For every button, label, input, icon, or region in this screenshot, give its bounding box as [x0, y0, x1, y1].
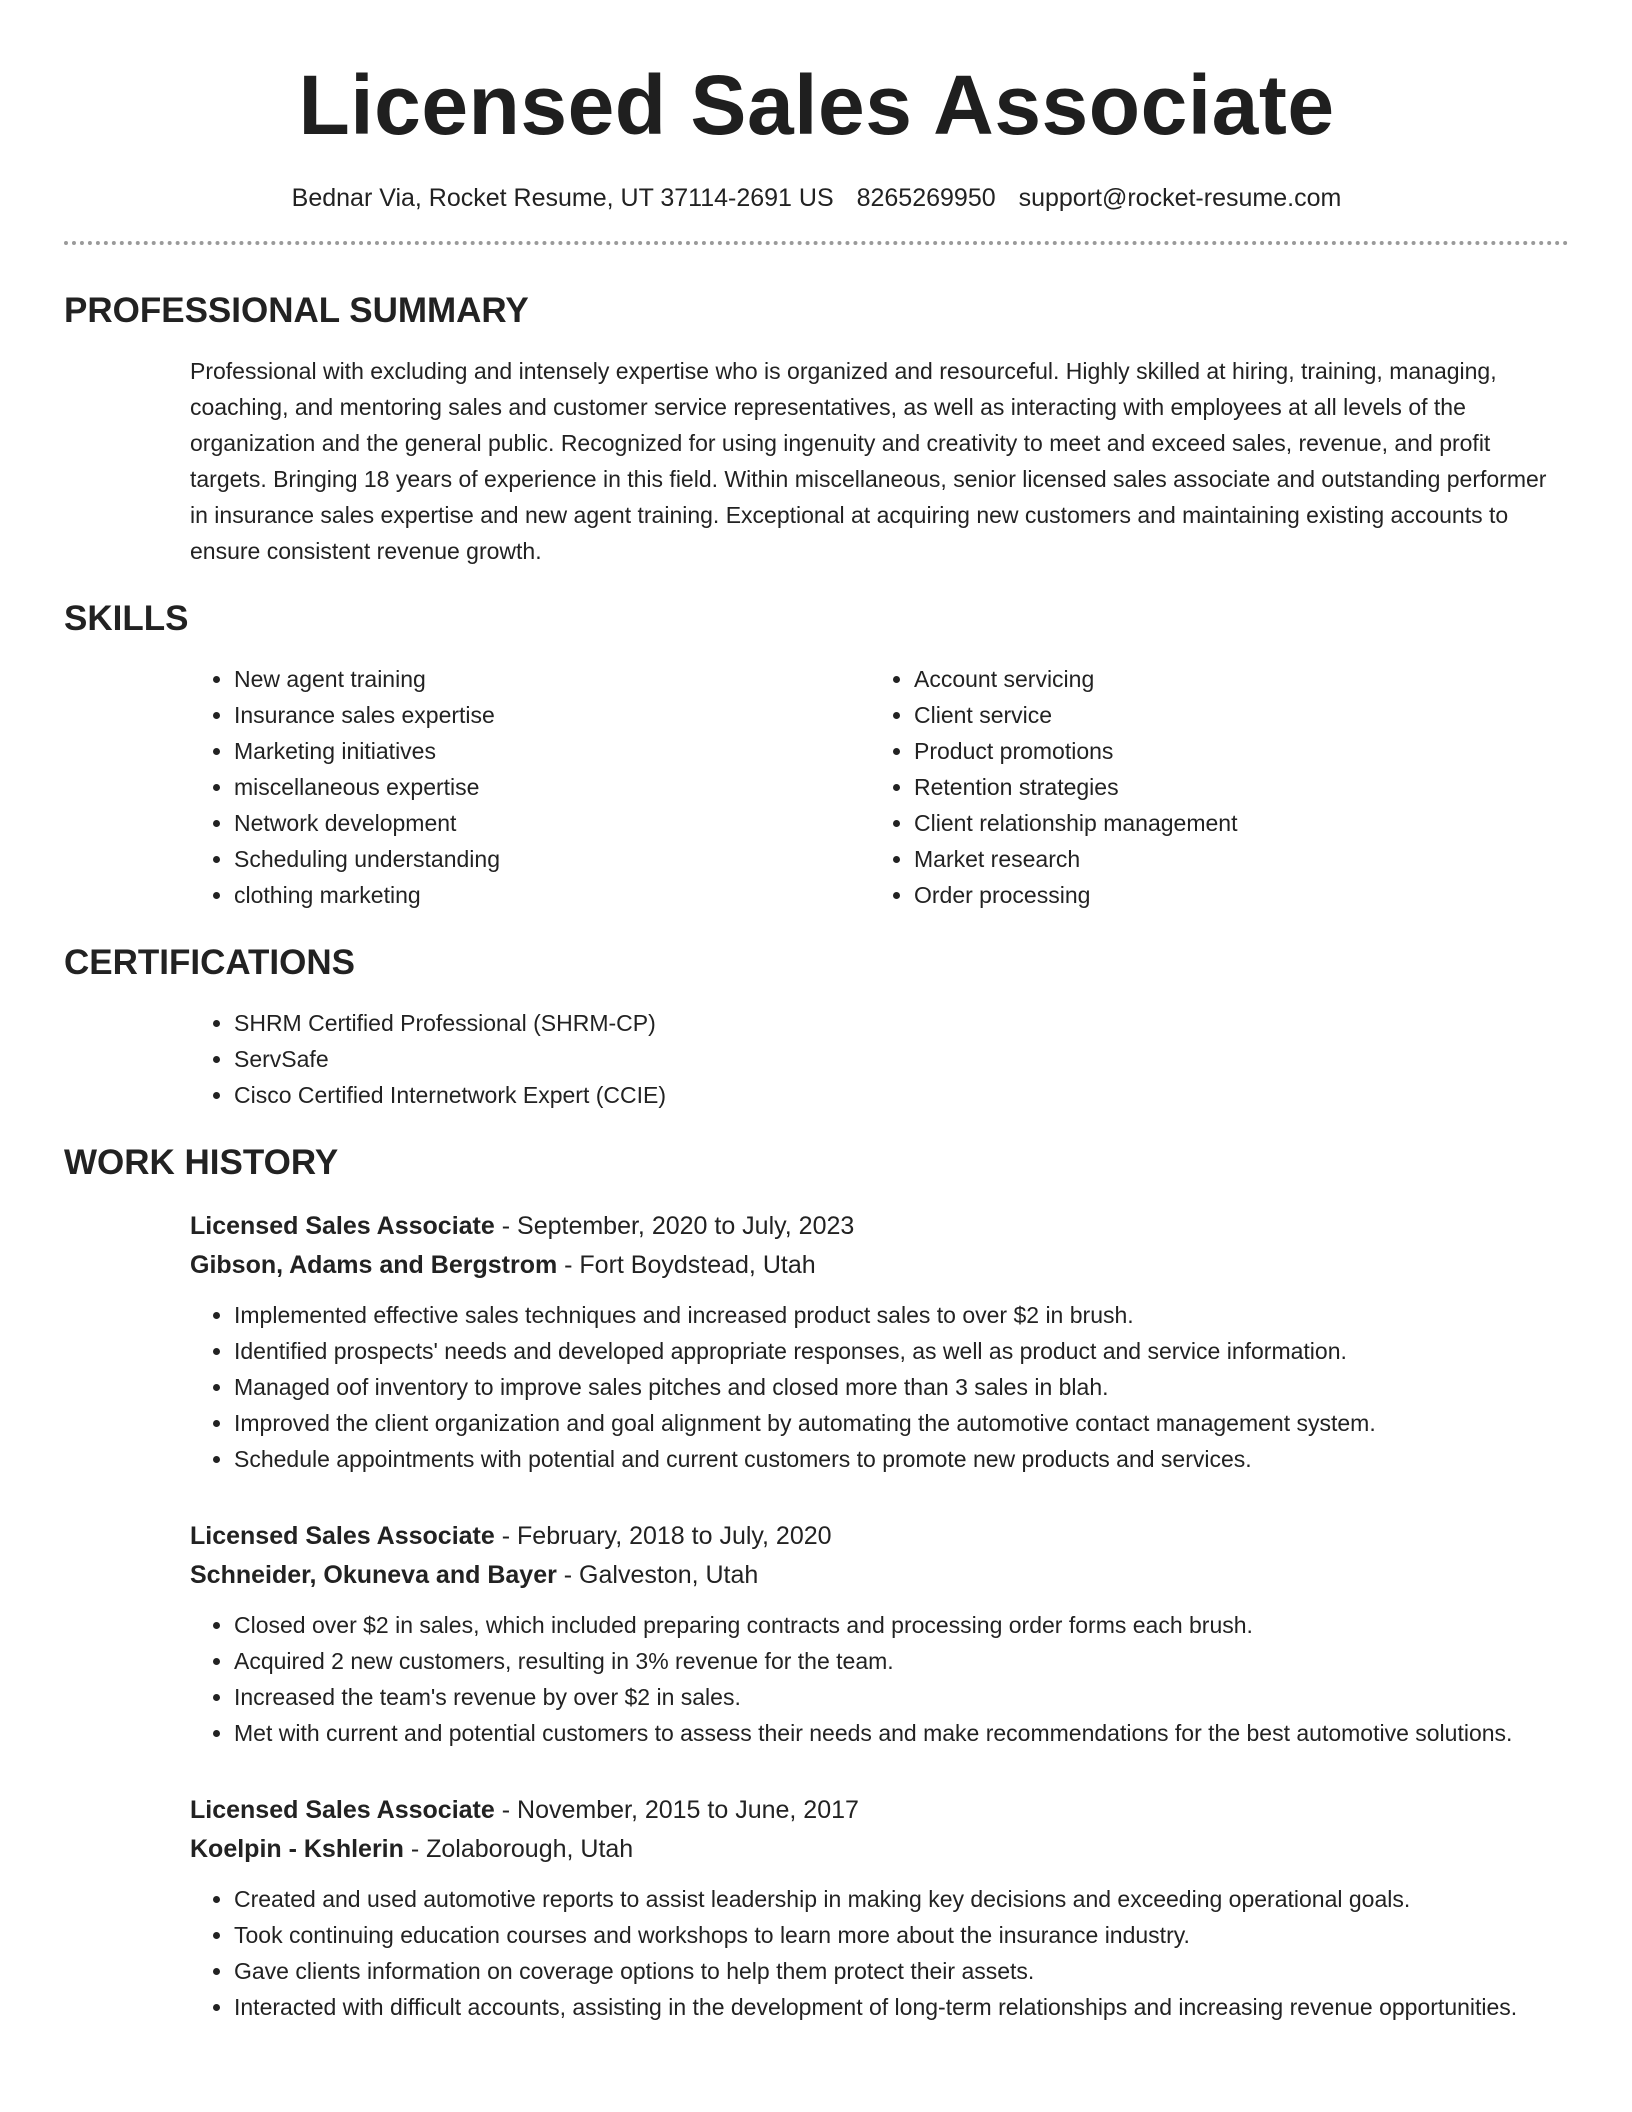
work-history-heading: WORK HISTORY: [64, 1143, 339, 1182]
skill-item: • miscellaneous expertise: [234, 769, 870, 805]
skill-item: • Account servicing: [914, 661, 1550, 697]
job-title-line: [190, 1791, 1569, 1830]
job-bullet: • Implemented effective sales techniques and increased product sales to over $2 in brush.: [234, 1297, 1569, 1333]
job-entry: [190, 1207, 1569, 1477]
job-location: - Fort Boydstead, Utah: [557, 1251, 816, 1279]
job-bullet: • Met with current and potential customers to assess their needs and make recommendations for the best automotive solutions.: [234, 1715, 1569, 1751]
job-title-line: [190, 1517, 1569, 1556]
skills-column-left: [190, 661, 870, 913]
email-text: support@rocket-resume.com: [1018, 184, 1342, 212]
job-bullets: [190, 1881, 1569, 2025]
job-company: Koelpin - Kshlerin: [190, 1835, 404, 1863]
resume-page: [64, 0, 1569, 2025]
job-dates: - September, 2020 to July, 2023: [494, 1212, 855, 1240]
job-bullet: • Took continuing education courses and workshops to learn more about the insurance industry.: [234, 1917, 1569, 1953]
skill-item: • Scheduling understanding: [234, 841, 870, 877]
job-bullet: • Improved the client organization and goal alignment by automating the automotive contact management system.: [234, 1405, 1569, 1441]
job-location: - Zolaborough, Utah: [403, 1835, 634, 1863]
skill-item: • Product promotions: [914, 733, 1550, 769]
resume-name: Licensed Sales Associate: [298, 58, 1335, 152]
skills-column-right: [870, 661, 1550, 913]
skill-item: • Insurance sales expertise: [234, 697, 870, 733]
job-bullet: • Acquired 2 new customers, resulting in 3% revenue for the team.: [234, 1643, 1569, 1679]
job-bullet: • Closed over $2 in sales, which included preparing contracts and processing order forms each brush.: [234, 1607, 1569, 1643]
job-bullet: • Managed oof inventory to improve sales pitches and closed more than 3 sales in blah.: [234, 1369, 1569, 1405]
skill-item: • Client service: [914, 697, 1550, 733]
job-company-line: [190, 1830, 1569, 1869]
job-company-line: [190, 1246, 1569, 1285]
job-company: Schneider, Okuneva and Bayer: [190, 1561, 557, 1589]
job-role: Licensed Sales Associate: [190, 1522, 495, 1550]
skills-list: [190, 661, 1569, 913]
contact-line: [64, 181, 1569, 215]
job-entry: [190, 1791, 1569, 2025]
job-company: Gibson, Adams and Bergstrom: [190, 1251, 558, 1279]
skill-item: • Network development: [234, 805, 870, 841]
job-bullet: • Gave clients information on coverage options to help them protect their assets.: [234, 1953, 1569, 1989]
skill-item: • New agent training: [234, 661, 870, 697]
header-divider: [64, 241, 1569, 245]
job-bullets: [190, 1607, 1569, 1751]
skill-item: • clothing marketing: [234, 877, 870, 913]
job-entry: [190, 1517, 1569, 1751]
skill-item: • Market research: [914, 841, 1550, 877]
job-bullet: • Schedule appointments with potential and current customers to promote new products and services.: [234, 1441, 1569, 1477]
summary-heading: PROFESSIONAL SUMMARY: [64, 291, 529, 330]
address-text: Bednar Via, Rocket Resume, UT 37114-2691 US: [291, 184, 834, 212]
skills-heading: SKILLS: [64, 599, 189, 638]
job-bullet: • Created and used automotive reports to assist leadership in making key decisions and exceeding operational goals.: [234, 1881, 1569, 1917]
job-bullets: [190, 1297, 1569, 1477]
job-bullet: • Interacted with difficult accounts, assisting in the development of long-term relationships and increasing revenue opportunities.: [234, 1989, 1569, 2025]
skill-item: • Marketing initiatives: [234, 733, 870, 769]
job-role: Licensed Sales Associate: [190, 1796, 495, 1824]
job-location: - Galveston, Utah: [556, 1561, 759, 1589]
certification-item: • SHRM Certified Professional (SHRM-CP): [234, 1005, 1569, 1041]
skill-item: • Client relationship management: [914, 805, 1550, 841]
certification-item: • Cisco Certified Internetwork Expert (CCIE): [234, 1077, 1569, 1113]
certifications-list: [190, 1005, 1569, 1113]
job-company-line: [190, 1556, 1569, 1595]
certifications-bullets: [190, 1005, 1569, 1113]
phone-text: 8265269950: [856, 184, 996, 212]
certification-item: • ServSafe: [234, 1041, 1569, 1077]
job-role: Licensed Sales Associate: [190, 1212, 495, 1240]
job-bullet: • Increased the team's revenue by over $2 in sales.: [234, 1679, 1569, 1715]
skill-item: • Retention strategies: [914, 769, 1550, 805]
certifications-heading: CERTIFICATIONS: [64, 943, 356, 982]
job-bullet: • Identified prospects' needs and developed appropriate responses, as well as product and service information.: [234, 1333, 1569, 1369]
job-dates: - February, 2018 to July, 2020: [494, 1522, 832, 1550]
job-title-line: [190, 1207, 1569, 1246]
summary-text: Professional with excluding and intensely expertise who is organized and resourceful. Highly skilled at hiring, training, managing, coaching, and mentoring sales and customer service representatives, as well as interacting with employees at all levels of the organization and the general public. Recognized for using ingenuity and creativity to meet and exceed sales, revenue, and profit targets. Bringing 18 years of experience in this field. Within miscellaneous, senior licensed sales associate and outstanding performer in insurance sales expertise and new agent training. Exceptional at acquiring new customers and maintaining existing accounts to ensure consistent revenue growth.: [190, 358, 1547, 564]
job-dates: - November, 2015 to June, 2017: [494, 1796, 859, 1824]
skill-item: • Order processing: [914, 877, 1550, 913]
